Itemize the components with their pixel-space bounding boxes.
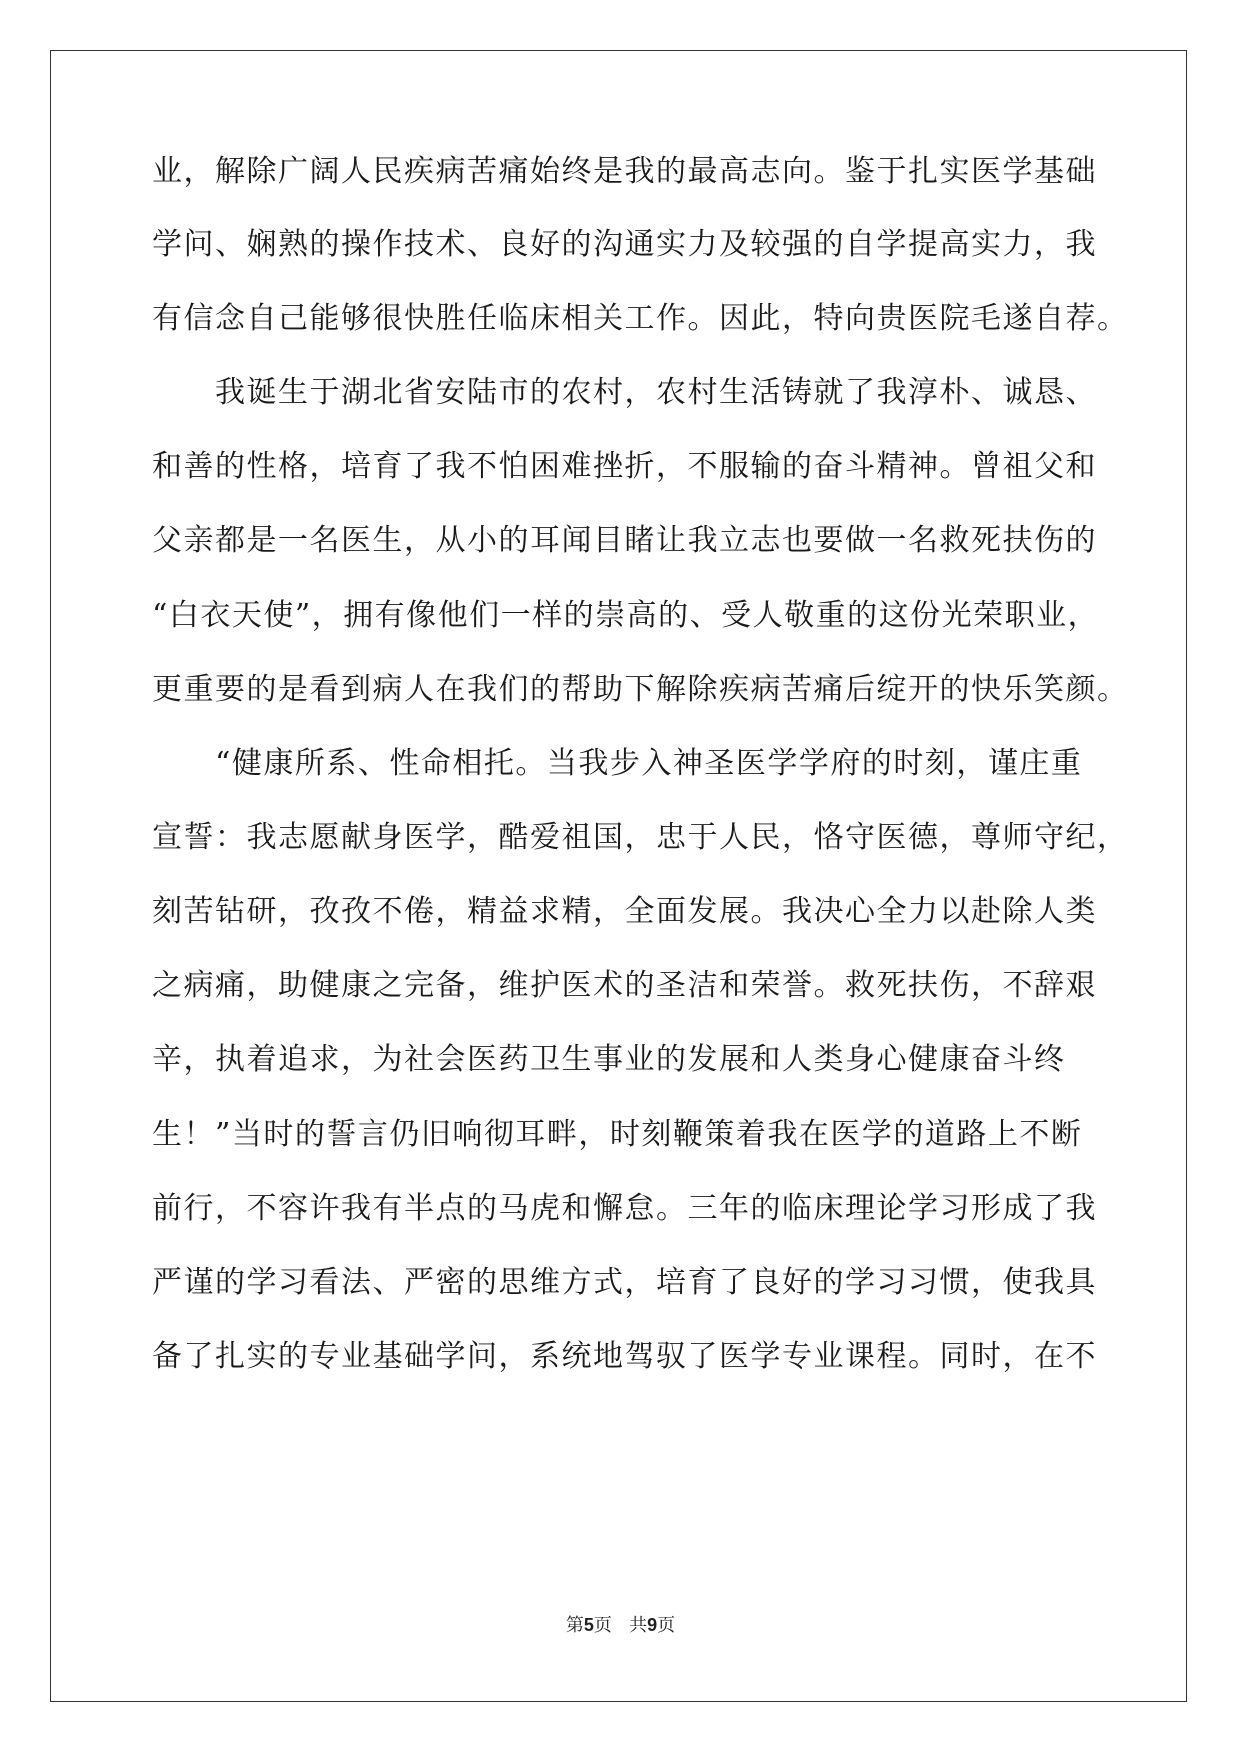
text-line: 和善的性格，培育了我不怕困难挫折，不服输的奋斗精神。曾祖父和	[152, 449, 1097, 484]
text-line: 宣誓：我志愿献身医学，酷爱祖国，忠于人民，恪守医德，尊师守纪，	[152, 820, 1129, 855]
page-border	[50, 50, 1187, 1702]
page-footer	[0, 1613, 1241, 1638]
total-pages-number: 9	[647, 1615, 658, 1635]
footer-total-suffix: 页	[657, 1615, 676, 1636]
text-line: 刻苦钻研，孜孜不倦，精益求精，全面发展。我决心全力以赴除人类	[152, 894, 1097, 929]
text-line: 严谨的学习看法、严密的思维方式，培育了良好的学习习惯，使我具	[152, 1265, 1097, 1300]
text-line: 辛，执着追求，为社会医药卫生事业的发展和人类身心健康奋斗终	[152, 1042, 1066, 1077]
text-line: 之病痛，助健康之完备，维护医术的圣洁和荣誉。救死扶伤，不辞艰	[152, 968, 1097, 1003]
text-line: 我诞生于湖北省安陆市的农村，农村生活铸就了我淳朴、诚恳、	[152, 375, 1097, 410]
text-line: 备了扎实的专业基础学问，系统地驾驭了医学专业课程。同时，在不	[152, 1339, 1097, 1374]
text-line: 前行，不容许我有半点的马虎和懈怠。三年的临床理论学习形成了我	[152, 1191, 1097, 1226]
text-line: 业，解除广阔人民疾病苦痛始终是我的最高志向。鉴于扎实医学基础	[152, 154, 1097, 189]
footer-page-suffix: 页	[593, 1615, 612, 1636]
current-page-number: 5	[583, 1615, 594, 1635]
footer-prefix: 第	[565, 1615, 584, 1636]
text-line: “健康所系、性命相托。当我步入神圣医学学府的时刻，谨庄重	[152, 746, 1083, 781]
text-line: 学问、娴熟的操作技术、良好的沟通实力及较强的自学提高实力，我	[152, 227, 1097, 262]
text-line: 更重要的是看到病人在我们的帮助下解除疾病苦痛后绽开的快乐笑颜。	[152, 672, 1129, 707]
text-line: 父亲都是一名医生，从小的耳闻目睹让我立志也要做一名救死扶伤的	[152, 523, 1097, 558]
text-line: 有信念自己能够很快胜任临床相关工作。因此，特向贵医院毛遂自荐。	[152, 301, 1129, 336]
text-line: 生！”当时的誓言仍旧响彻耳畔，时刻鞭策着我在医学的道路上不断	[152, 1117, 1083, 1152]
footer-total-prefix: 共	[629, 1615, 648, 1636]
text-line: “白衣天使”，拥有像他们一样的崇高的、受人敬重的这份光荣职业，	[152, 598, 1100, 633]
